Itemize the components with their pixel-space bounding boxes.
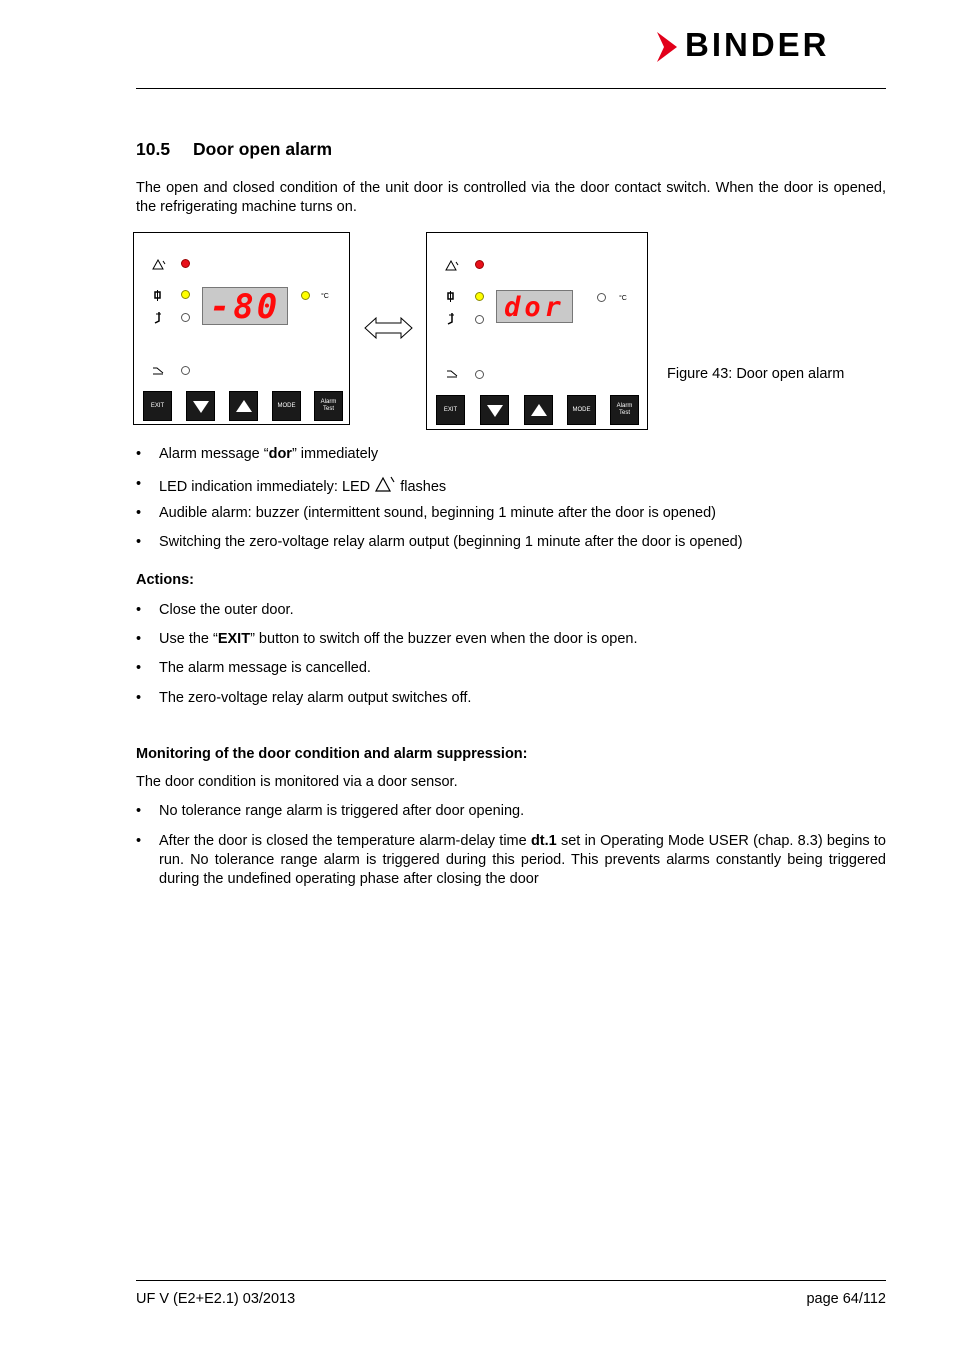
list-item: • The alarm message is cancelled. xyxy=(136,660,371,676)
heating-icon xyxy=(446,291,456,302)
bullet-icon: • xyxy=(136,446,142,462)
list-item: • LED indication immediately: LED flashes xyxy=(136,476,447,495)
mode-button[interactable]: MODE xyxy=(272,391,301,421)
unit-led xyxy=(301,291,310,300)
ramp-icon xyxy=(152,364,164,375)
section-title: Door open alarm xyxy=(193,139,333,159)
actions-heading: Actions: xyxy=(136,572,194,588)
header-divider xyxy=(136,88,886,89)
footer-document-id: UF V (E2+E2.1) 03/2013 xyxy=(136,1291,296,1307)
arrow-down-icon xyxy=(193,401,209,413)
temperature-display xyxy=(202,287,288,325)
unit-label: °C xyxy=(321,293,329,300)
temperature-display xyxy=(496,290,573,323)
down-button[interactable] xyxy=(480,395,509,425)
list-item: • Switching the zero-voltage relay alarm output (beginning 1 minute after the door is opened) xyxy=(136,534,743,550)
up-button[interactable] xyxy=(229,391,258,421)
section-number: 10.5 xyxy=(136,139,171,159)
alarm-triangle-icon xyxy=(152,259,166,270)
list-item: • The zero-voltage relay alarm output switches off. xyxy=(136,690,472,706)
ramp-led xyxy=(181,366,190,375)
footer-page-number: page 64/112 xyxy=(806,1291,886,1307)
cooling-icon xyxy=(153,312,163,324)
brand-name: BINDER xyxy=(685,26,830,63)
monitoring-heading: Monitoring of the door condition and alarm suppression: xyxy=(136,746,528,762)
list-item: • After the door is closed the temperature alarm-delay time dt.1 set in Operating Mode USER (chap. 8.3) begins to run. No tolerance range alarm is triggered during this period. This prevents alarms constantly being triggered during the undefined operating phase after closing the door xyxy=(136,833,886,887)
bullet-icon: • xyxy=(136,660,142,676)
heating-led xyxy=(181,290,190,299)
alarm-test-button[interactable]: Alarm Test xyxy=(314,391,343,421)
bullet-icon: • xyxy=(136,631,142,647)
display-value: dor xyxy=(504,292,565,323)
double-arrow-icon xyxy=(364,316,413,340)
cooling-led xyxy=(181,313,190,322)
display-value: -80 xyxy=(209,287,281,327)
alarm-triangle-icon xyxy=(374,475,396,493)
cooling-icon xyxy=(446,313,456,325)
alarm-led xyxy=(475,260,484,269)
unit-label: °C xyxy=(619,295,627,302)
logo-arrow-icon xyxy=(655,30,679,64)
mode-button[interactable]: MODE xyxy=(567,395,596,425)
exit-button[interactable]: EXIT xyxy=(143,391,172,421)
ramp-icon xyxy=(446,367,458,378)
heating-led xyxy=(475,292,484,301)
alarm-triangle-icon xyxy=(445,260,459,271)
monitoring-intro: The door condition is monitored via a door sensor. xyxy=(136,774,458,790)
bullet-icon: • xyxy=(136,602,142,618)
alarm-led xyxy=(181,259,190,268)
bullet-icon: • xyxy=(136,690,142,706)
list-item: • No tolerance range alarm is triggered after door opening. xyxy=(136,803,525,819)
arrow-up-icon xyxy=(236,400,252,412)
intro-paragraph: The open and closed condition of the unit door is controlled via the door contact switch. When the door is opened, the refrigerating machine turns on. xyxy=(136,180,886,215)
list-item: • Audible alarm: buzzer (intermittent sound, beginning 1 minute after the door is opened) xyxy=(136,505,716,521)
ramp-led xyxy=(475,370,484,379)
list-item: • Alarm message “dor” immediately xyxy=(136,446,379,462)
down-button[interactable] xyxy=(186,391,215,421)
bullet-icon: • xyxy=(136,505,142,521)
alarm-test-button[interactable]: Alarm Test xyxy=(610,395,639,425)
controller-panel-door-open xyxy=(426,232,648,430)
list-item: • Use the “EXIT” button to switch off the buzzer even when the door is open. xyxy=(136,631,638,647)
arrow-up-icon xyxy=(531,404,547,416)
footer-divider xyxy=(136,1280,886,1281)
controller-panel-normal xyxy=(133,232,350,425)
bullet-icon: • xyxy=(136,476,142,492)
section-heading xyxy=(136,139,332,160)
heating-icon xyxy=(153,290,163,301)
cooling-led xyxy=(475,315,484,324)
list-item: • Close the outer door. xyxy=(136,602,294,618)
bullet-icon: • xyxy=(136,534,142,550)
bullet-icon: • xyxy=(136,803,142,819)
up-button[interactable] xyxy=(524,395,553,425)
arrow-down-icon xyxy=(487,405,503,417)
bullet-icon: • xyxy=(136,833,142,849)
binder-logo xyxy=(655,26,887,64)
figure-caption: Figure 43: Door open alarm xyxy=(667,366,845,382)
exit-button[interactable]: EXIT xyxy=(436,395,465,425)
unit-led xyxy=(597,293,606,302)
